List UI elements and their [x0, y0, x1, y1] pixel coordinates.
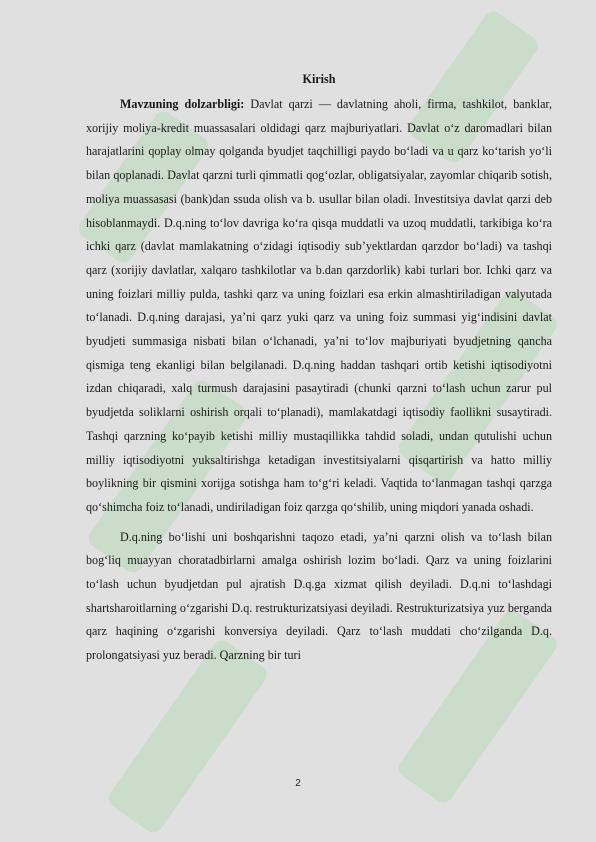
paragraph — [86, 93, 552, 520]
document-title: Kirish — [302, 72, 336, 86]
paragraph — [86, 526, 552, 668]
paragraph-text: Davlat qarzi — davlatning aholi, firma, tashkilot, banklar, xorijiy moliya-kredit muassasalari oldidagi qarz majburiyatlari. Davlat o‘z daromadlari bilan harajatlarini qoplay olmay qolganda byudjet taqchilligi paydo bo‘ladi va u qarz ko‘tarish yo‘li bilan qoplanadi. Davlat qarzni turli qimmatli qog‘ozlar, obligatsiyalar, zayomlar chiqarib sotish, moliya muassasasi (bank)dan ssuda olish va b. usullar bilan oladi. Investitsiya davlat qarzi deb hisoblanmaydi. D.q.ning to‘lov davriga ko‘ra qisqa muddatli va uzoq muddatli, tarkibiga ko‘ra ichki qarz (davlat mamlakatning o‘zidagi iqtisodiy sub’yektlardan qarzdor bo‘ladi) va tashqi qarz (xorijiy davlatlar, xalqaro tashkilotlar va b.dan qarzdorlik) kabi turlari bor. Ichki qarz va uning foizlari milliy pulda, tashki qarz va uning foizlari esa erkin almashtiriladigan valyutada to‘lanadi. D.q.ning darajasi, ya’ni qarz yuki qarz va uning foiz summasi yig‘indisini davlat byudjeti summasiga nisbati bilan o‘lchanadi, ya’ni to‘lov majburiyati byudjetning qancha qismiga teng ekanligi bilan belgilanadi. D.q.ning haddan tashqari ortib ketishi iqtisodiyotni izdan chiqaradi, xalq turmush darajasini pasaytiradi (chunki qarzni to‘lash uchun zarur pul byudjetda soliklarni oshirish orqali to‘planadi), mamlakatdagi iqtisodiy faollikni susaytiradi. Tashqi qarzning ko‘payib ketishi milliy mustaqillikka tahdid soladi, undan qutulishi uchun milliy iqtisodiyotni yuksaltirishga ketadigan investitsiyalarni qisqartirish va hatto milliy boylikning bir qismini xorijga sotishga ham to‘g‘ri keladi. Vaqtida to‘lanmagan tashqi qarzga qo‘shimcha foiz to‘lanadi, undiriladigan foiz qarzga qo‘shilib, uning miqdori yanada oshadi. — [86, 97, 553, 514]
paragraph-lead: Mavzuning dolzarbligi: — [120, 97, 245, 111]
paragraph-text: D.q.ning bo‘lishi uni boshqarishni taqozo etadi, ya’ni qarzni olish va to‘lash bilan bog‘liq muayyan choratadbirlarni amalga oshirish lozim bo‘ladi. Qarz va uning foizlarini to‘lash uchun byudjetdan pul ajratish D.q.ga xizmat qilish deyiladi. D.q.ni to‘lashdagi shartsharoitlarning o‘zgarishi D.q. restrukturizatsiyasi deyiladi. Restrukturizatsiya yuz berganda qarz haqining o‘zgarishi konversiya deyiladi. Qarz to‘lash muddati cho‘zilganda D.q. prolongatsiyasi yuz beradi. Qarzning bir turi — [86, 529, 552, 663]
document-body — [86, 68, 552, 674]
page-number: 2 — [295, 778, 301, 789]
